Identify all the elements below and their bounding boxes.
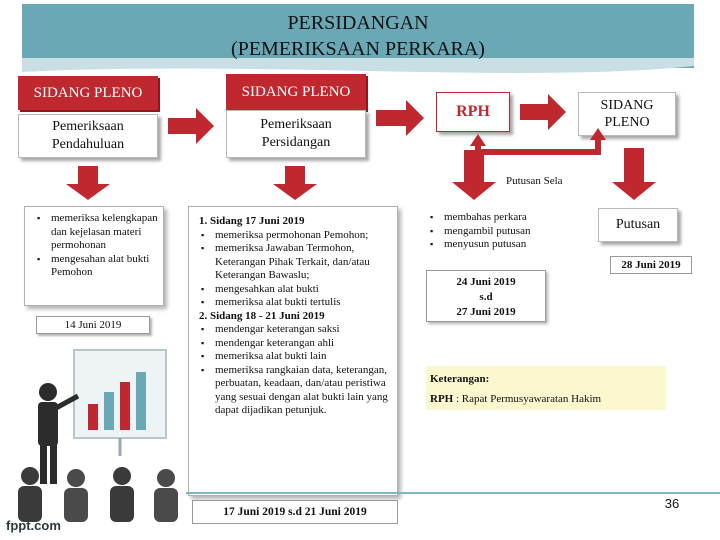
stage2-header: SIDANG PLENO (226, 74, 366, 110)
session-2-items (199, 323, 391, 418)
arrow-putusan-sela (478, 138, 598, 152)
arrow-down-1 (66, 166, 110, 200)
stage3-date-line-3: 27 Juni 2019 (456, 306, 516, 318)
stage4-date: 28 Juni 2019 (610, 256, 692, 274)
list-item: ▪ memeriksa permohonan Pemohon; (213, 229, 391, 243)
stage2-description (188, 206, 398, 496)
list-item: ▪ memeriksa rangkaian data, keterangan, perbuatan, keadaan, dan/atau peristiwa yang sesuai dengan alat bukti lain yang dapat dijadikan petunjuk. (213, 364, 391, 418)
list-item: ▪ menyusun putusan (442, 238, 556, 252)
session-1-items (199, 229, 391, 310)
legend-term: RPH (430, 393, 454, 405)
stage2-date: 17 Juni 2019 s.d 21 Juni 2019 (192, 500, 398, 524)
title-line-1: PERSIDANGAN (287, 12, 429, 34)
stage4-name: Putusan (598, 208, 678, 242)
title-line-2: (PEMERIKSAAN PERKARA) (231, 38, 485, 60)
list-item: ▪ memeriksa kelengkapan dan kejelasan materi permohonan (49, 212, 159, 253)
stage1-name: Pemeriksaan Pendahuluan (18, 114, 158, 158)
list-item: ▪ mendengar keterangan ahli (213, 337, 391, 351)
arrow-down-3 (452, 150, 496, 200)
footer-brand: fppt.com (6, 518, 61, 533)
stage3-description (408, 206, 560, 264)
arrow-down-2 (273, 166, 317, 200)
legend-entry (430, 389, 662, 409)
list-item: ▪ membahas perkara (442, 211, 556, 225)
session-1-title: 1. Sidang 17 Juni 2019 (199, 215, 305, 227)
stage1-date: 14 Juni 2019 (36, 316, 150, 334)
page-number: 36 (664, 496, 680, 511)
arrow-right-3 (520, 94, 566, 130)
stage3-items (428, 211, 556, 252)
arrow-down-4 (612, 148, 656, 200)
list-item: ▪ mengesahan alat bukti Pemohon (49, 253, 159, 280)
legend-heading: Keterangan: (430, 373, 490, 385)
session-2-title: 2. Sidang 18 - 21 Juni 2019 (199, 309, 325, 322)
list-item: ▪ memeriksa alat bukti tertulis (213, 296, 391, 310)
stage2-name: Pemeriksaan Persidangan (226, 110, 366, 158)
legend (426, 366, 666, 410)
list-item: ▪ memeriksa Jawaban Termohon, Keterangan Pihak Terkait, dan/atau Keterangan Bawaslu; (213, 242, 391, 283)
legend-definition: : Rapat Permusyawaratan Hakim (455, 393, 602, 405)
stage4-header-line-1: SIDANG (600, 98, 654, 113)
arrow-right-1 (168, 108, 214, 144)
list-item: ▪ mendengar keterangan saksi (213, 323, 391, 337)
stage3-name: RPH (436, 92, 510, 132)
stage1-description (24, 206, 164, 306)
putusan-sela-label: Putusan Sela (506, 175, 563, 187)
arrow-right-2 (376, 100, 424, 136)
list-item: ▪ memeriksa alat bukti lain (213, 350, 391, 364)
stage3-date-line-1: 24 Juni 2019 (456, 276, 516, 288)
stage3-date (426, 270, 546, 322)
stage1-header: SIDANG PLENO (18, 76, 158, 110)
stage1-items (35, 212, 159, 280)
list-item: ▪ mengambil putusan (442, 225, 556, 239)
footer-strip (186, 492, 720, 494)
stage4-header-line-2: PLENO (604, 115, 650, 130)
presentation-illustration (6, 344, 196, 524)
stage3-date-line-2: s.d (479, 291, 493, 303)
list-item: ▪ mengesahkan alat bukti (213, 283, 391, 297)
